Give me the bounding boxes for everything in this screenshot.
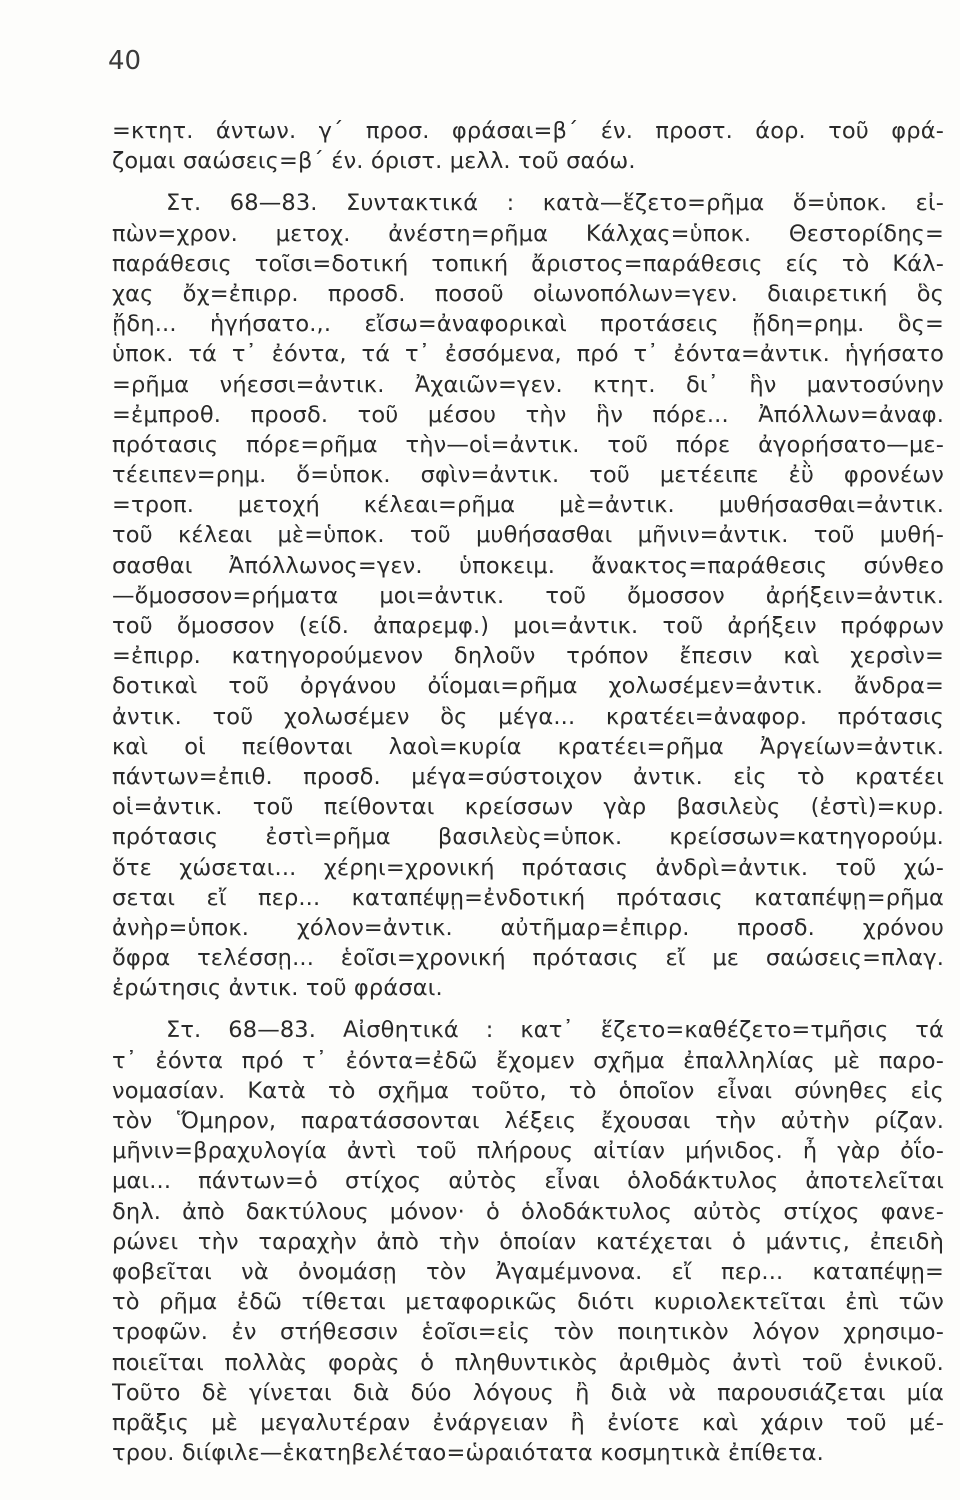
text-line: σασθαι Ἀπόλλωνος=γεν. ὑποκειμ. ἄνακτος=παράθεσις σύνθεο <box>112 552 944 579</box>
paragraph-aesthetics <box>112 1015 944 1468</box>
paragraph-gap <box>112 176 944 188</box>
text-line: πρότασις πόρε=ρῆμα τὴν—οἱ=ἀντικ. τοῦ πόρε ἀγορήσατο—με- <box>112 431 944 458</box>
text-line: τροφῶν. ἐν στήθεσσιν ἑοῖσι=εἰς τὸν ποιητικὸν λόγον χρησιμο- <box>112 1319 944 1346</box>
text-line: ρώνει τὴν ταραχὴν ἀπὸ τὴν ὁποίαν κατέχεται ὁ μάντις, ἐπειδὴ <box>112 1228 944 1255</box>
page-number: 40 <box>108 46 142 76</box>
text-line: φοβεῖται νὰ ὀνομάσῃ τὸν Ἀγαμέμνονα. εἴ περ... καταπέψῃ= <box>112 1258 944 1285</box>
text-line: ὄφρα τελέσσῃ... ἑοῖσι=χρονική πρότασις εἴ με σαώσεις=πλαγ. <box>112 945 944 972</box>
text-line: ποιεῖται πολλὰς φορὰς ὁ πληθυντικὸς ἀριθμὸς ἀντὶ τοῦ ἑνικοῦ. <box>112 1349 944 1376</box>
text-line: μῆνιν=βραχυλογία ἀντὶ τοῦ πλήρους αἰτίαν μήνιδος. ἦ γὰρ ὀΐο- <box>112 1138 944 1165</box>
text-line: πὼν=χρον. μετοχ. ἀνέστη=ρῆμα Κάλχας=ὑποκ. Θεστορίδης= <box>112 220 944 247</box>
text-line: παράθεσις τοῖσι=δοτική τοπική ἄριστος=παράθεσις είς τὸ Κάλ- <box>112 250 944 277</box>
text-line: νομασίαν. Κατὰ τὸ σχῆμα τοῦτο, τὸ ὁποῖον εἶναι σύνηθες εἰς <box>112 1077 944 1104</box>
text-line: τοῦ κέλεαι μὲ=ὑποκ. τοῦ μυθήσασθαι μῆνιν=ἀντικ. τοῦ μυθή- <box>112 522 944 549</box>
text-line: ὅτε χώσεται... χέρηι=χρονική πρότασις ἀνδρὶ=ἀντικ. τοῦ χώ- <box>112 854 944 881</box>
text-line: χας ὄχ=ἐπιρρ. προσδ. ποσοῦ οἰωνοπόλων=γεν. διαιρετική ὃς <box>112 280 944 307</box>
text-line: δηλ. ἀπὸ δακτύλους μόνον· ὁ ὁλοδάκτυλος αὐτὸς στίχος φανε- <box>112 1198 944 1225</box>
text-line: καὶ οἱ πείθονται λαοὶ=κυρία κρατέει=ρῆμα Ἀργείων=ἀντικ. <box>112 733 944 760</box>
text-line: =τροπ. μετοχή κέλεαι=ρῆμα μὲ=ἀντικ. μυθήσασθαι=ἀντικ. <box>112 492 944 519</box>
body-text <box>112 116 944 1468</box>
text-line: =ρῆμα νήεσσι=ἀντικ. Ἀχαιῶν=γεν. κτητ. δι᾽ ἣν μαντοσύνην <box>112 371 944 398</box>
text-line: ἀντικ. τοῦ χολωσέμεν ὃς μέγα... κρατέει=ἀναφορ. πρότασις <box>112 703 944 730</box>
text-line: σεται εἴ περ... καταπέψῃ=ἐνδοτική πρότασις καταπέψῃ=ρῆμα <box>112 884 944 911</box>
text-line: τρου. διίφιλε—ἑκατηβελέταο=ὡραιότατα κοσμητικὰ ἐπίθετα. <box>112 1440 824 1467</box>
text-line: τ᾽ ἐόντα πρό τ᾽ ἐόντα=ἐδῶ ἔχομεν σχῆμα ἐπαλληλίας μὲ παρο- <box>112 1047 944 1074</box>
text-line: ᾔδη... ἡγήσατο.,. εἴσω=ἀναφορικαὶ προτάσεις ᾔδη=ρημ. ὃς= <box>112 311 944 338</box>
text-line: Στ. 68—83. Συντακτικά : κατὰ—ἕζετο=ρῆμα ὅ=ὑποκ. εἰ- <box>166 190 944 217</box>
text-line: τὸ ρῆμα ἐδῶ τίθεται μεταφορικῶς διότι κυριολεκτεῖται ἐπὶ τῶν <box>112 1289 944 1316</box>
text-line: ζομαι σαώσεις=β΄ έν. όριστ. μελλ. τοῦ σαόω. <box>112 148 636 175</box>
text-line: =ἐπιρρ. κατηγορούμενον δηλοῦν τρόπον ἔπεσιν καὶ χερσὶν= <box>112 643 944 670</box>
text-line: Τοῦτο δὲ γίνεται διὰ δύο λόγους ἢ διὰ νὰ παρουσιάζεται μία <box>112 1379 944 1406</box>
text-line: ἐρώτησις ἀντικ. τοῦ φράσαι. <box>112 975 443 1002</box>
text-line: τοῦ ὄμοσσον (είδ. ἀπαρεμφ.) μοι=ἀντικ. τοῦ ἀρήξειν πρόφρων <box>112 613 944 639</box>
text-line: ὑποκ. τά τ᾽ ἐόντα, τά τ᾽ ἐσσόμενα, πρό τ᾽ ἐόντα=ἀντικ. ἡγήσατο <box>112 341 944 368</box>
text-line: πρᾶξις μὲ μεγαλυτέραν ἐνάργειαν ἢ ἐνίοτε καὶ χάριν τοῦ μέ- <box>112 1409 944 1436</box>
text-line: οἱ=ἀντικ. τοῦ πείθονται κρείσσων γὰρ βασιλεὺς (ἐστὶ)=κυρ. <box>112 794 944 821</box>
text-line: =ἐμπροθ. προσδ. τοῦ μέσου τὴν ἣν πόρε... Ἀπόλλων=ἀναφ. <box>112 401 944 428</box>
paragraph-gap <box>112 1003 944 1015</box>
text-line: μαι... πάντων=ὁ στίχος αὐτὸς εἶναι ὁλοδάκτυλος ἀποτελεῖται <box>112 1168 944 1195</box>
text-line: —ὄμοσσον=ρήματα μοι=ἀντικ. τοῦ ὄμοσσον ἀρήξειν=ἀντικ. <box>112 582 944 609</box>
text-line: δοτικαὶ τοῦ ὀργάνου ὀΐομαι=ρῆμα χολωσέμεν=ἀντικ. ἄνδρα= <box>112 673 944 700</box>
paragraph-morphology-end <box>112 116 944 176</box>
paragraph-syntax <box>112 188 944 1003</box>
text-line: Στ. 68—83. Αἰσθητικά : κατ᾽ ἕζετο=καθέζετο=τμῆσις τά <box>166 1017 944 1044</box>
text-line: πρότασις ἐστὶ=ρῆμα βασιλεὺς=ὑποκ. κρείσσων=κατηγορούμ. <box>112 824 944 851</box>
text-line: τέειπεν=ρημ. ὅ=ὑποκ. σφὶν=ἀντικ. τοῦ μετέειπε ἐῢ φρονέων <box>112 462 944 489</box>
text-line: πάντων=ἐπιθ. προσδ. μέγα=σύστοιχον ἀντικ. εἰς τὸ κρατέει <box>112 763 944 790</box>
text-line: τὸν Ὅμηρον, παρατάσσονται λέξεις ἔχουσαι τὴν αὐτὴν ρίζαν. <box>112 1108 944 1134</box>
text-line: ἀνὴρ=ὑποκ. χόλον=ἀντικ. αὐτῆμαρ=ἐπιρρ. προσδ. χρόνου <box>112 914 944 941</box>
text-line: =κτητ. άντων. γ΄ προσ. φράσαι=β΄ έν. προστ. άορ. τοῦ φρά- <box>112 118 944 144</box>
